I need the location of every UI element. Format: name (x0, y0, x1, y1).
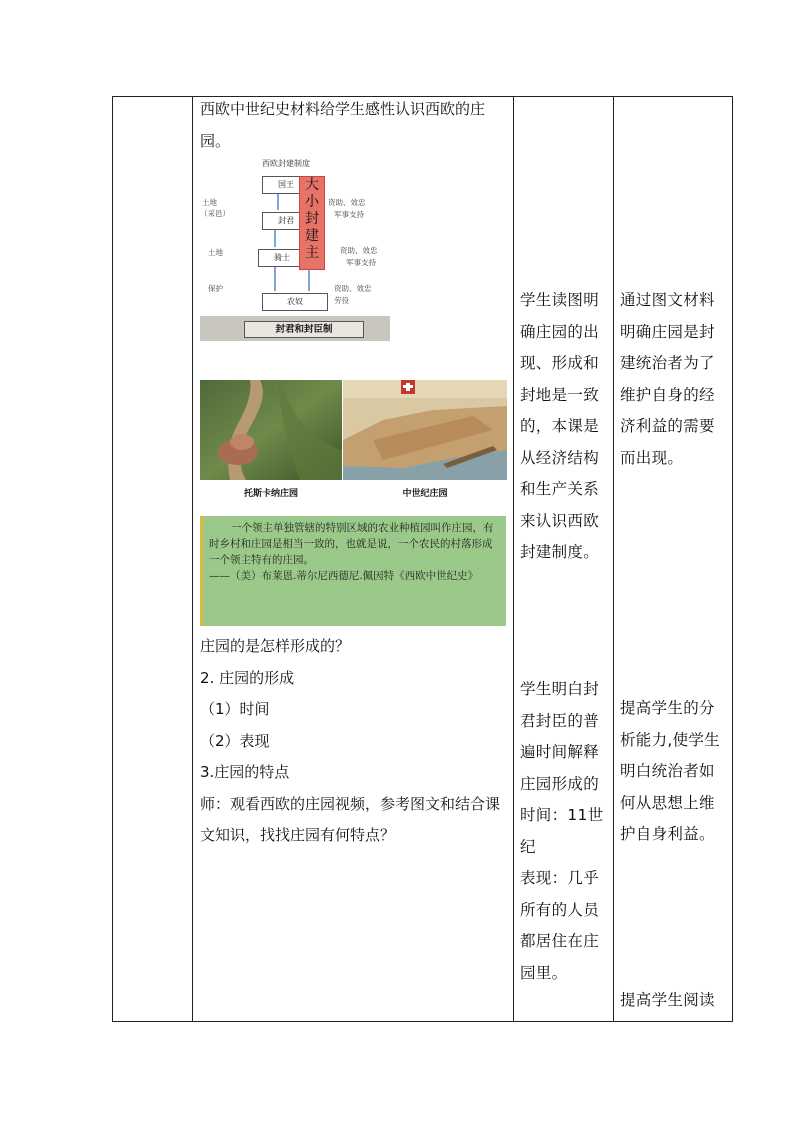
question-line: 庄园的是怎样形成的？ (200, 637, 351, 655)
box-knight: 骑士 (258, 249, 306, 267)
label-land-1: 土地 (202, 198, 217, 207)
medieval-image (343, 380, 507, 480)
photo-caption-tuscany: 托斯卡纳庄园 (243, 489, 298, 499)
label-fief: （采邑） (200, 209, 230, 218)
red-char: 小 (305, 194, 319, 210)
col-border-4 (613, 96, 614, 1022)
tuscany-image (200, 380, 342, 480)
box-king: 国王 (262, 176, 310, 194)
student-activity-3: 表现：几乎所有的人员都居住在庄园里。 (520, 869, 600, 982)
heading-features: 3.庄园的特点 (200, 763, 290, 781)
red-char: 建 (305, 228, 319, 244)
quote-body: 一个领主单独管辖的特别区域的农业种植园叫作庄园，有时乡村和庄园是相当一致的，也就是说，一个农民的村落形成一个领主特有的庄园。 (209, 522, 494, 566)
quote-box (200, 516, 506, 626)
label-labor: 劳役 (334, 296, 349, 305)
teacher-instruction: 师：观看西欧的庄园视频，参考图文和结合课文知识，找找庄园有何特点？ (200, 794, 501, 844)
item-time: （1）时间 (200, 700, 270, 718)
arrow-3 (274, 267, 276, 291)
label-protection: 保护 (208, 284, 223, 293)
design-intent-2: 提高学生的分析能力,使学生明白统治者如何从思想上维护自身利益。 (620, 699, 721, 843)
label-land-2: 土地 (208, 248, 223, 257)
col-border-2 (192, 96, 193, 1022)
teacher-lines (200, 631, 510, 852)
photo-caption-medieval: 中世纪庄园 (402, 489, 448, 499)
red-char: 封 (305, 211, 319, 227)
arrow-4 (308, 268, 310, 291)
box-lord: 封君 (262, 212, 310, 230)
arrow-1 (277, 194, 279, 210)
box-serf: 农奴 (262, 293, 328, 311)
label-aid-3: 资助、效忠 (334, 284, 372, 293)
tuscany-manor-photo (200, 380, 342, 508)
diagram-caption-band (200, 316, 390, 341)
feudal-diagram (200, 158, 390, 341)
quote-source: ——（美）布莱恩.蒂尔尼西德尼.佩因特《西欧中世纪史》 (209, 570, 479, 582)
item-manifestation: （2）表现 (200, 731, 270, 750)
table-bottom-border (112, 1021, 733, 1022)
label-aid-1: 资助、效忠 (328, 198, 366, 207)
medieval-manor-photo (343, 380, 507, 508)
diagram-title: 西欧封建制度 (262, 159, 310, 168)
student-activity-2: 学生明白封君封臣的普遍时间解释庄园形成的时间：11世纪 (520, 680, 604, 856)
big-small-lords-bar (299, 176, 325, 270)
red-char: 主 (305, 245, 319, 261)
label-military-1: 军事支持 (334, 210, 364, 219)
col-border-3 (513, 96, 514, 1022)
diagram-caption: 封君和封臣制 (244, 321, 364, 338)
intro-text: 西欧中世纪史材料给学生感性认识西欧的庄园。 (200, 100, 486, 150)
col-border-5 (732, 96, 733, 1022)
label-military-2: 军事支持 (346, 258, 376, 267)
design-intent-1: 通过图文材料明确庄园是封建统治者为了维护自身的经济利益的需要而出现。 (620, 291, 715, 467)
arrow-2 (274, 230, 276, 247)
heading-formation: 2. 庄园的形成 (200, 668, 295, 687)
student-activity-1: 学生读图明确庄园的出现、形成和封地是一致的，本课是从经济结构和生产关系来认识西欧封建制度。 (520, 291, 600, 561)
design-intent-3: 提高学生阅读 (620, 991, 715, 1009)
col-border-1 (112, 96, 113, 1022)
label-aid-2: 资助、效忠 (340, 246, 378, 255)
red-char: 大 (305, 177, 319, 193)
